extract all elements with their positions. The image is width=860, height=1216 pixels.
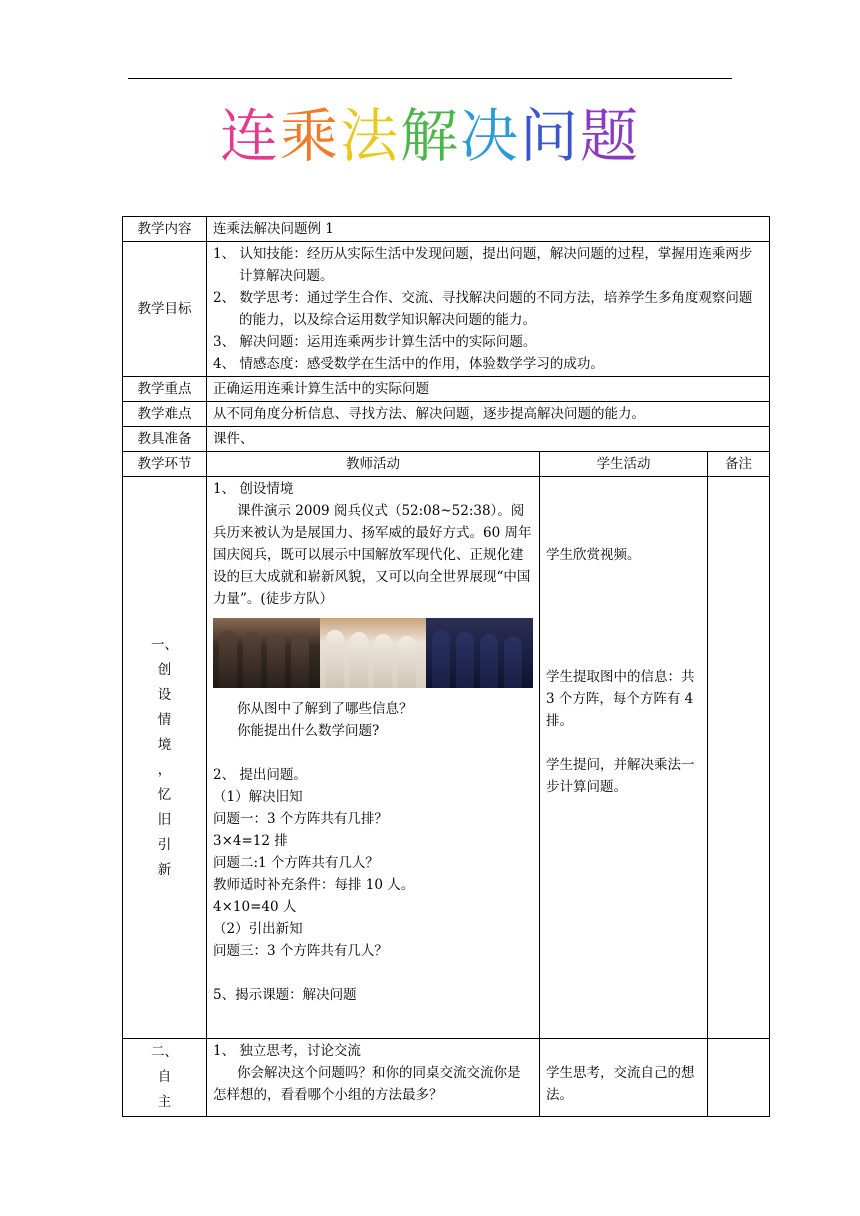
row-prep	[123, 427, 770, 452]
subsection-title: （1）解决旧知	[213, 789, 303, 805]
row-headers	[123, 452, 770, 477]
label-difficulty: 教学难点	[123, 402, 207, 427]
phase1-label	[123, 477, 207, 1039]
section-text: 课件演示 2009 阅兵仪式（52:08~52:38）。阅兵历来被认为是展国力、扬军威的最好方式。60 周年国庆阅兵，既可以展示中国解放军现代化、正规化建设的巨大成就和崭新风貌，又可以向全世界展现“中国力量”。(徒步方队）	[213, 503, 532, 607]
header-teacher: 教师活动	[207, 452, 540, 477]
row-phase2	[123, 1039, 770, 1117]
student-activity: 学生提问，并解决乘法一步计算问题。	[546, 757, 695, 795]
phase-label-char: 旧	[157, 811, 172, 828]
value-key: 正确运用连乘计算生活中的实际问题	[207, 377, 770, 402]
question: 你能提出什么数学问题?	[237, 723, 380, 739]
phase1-teacher	[207, 477, 540, 1039]
row-key	[123, 377, 770, 402]
soldier-figure	[374, 634, 392, 688]
phase-label-char: 境	[157, 736, 172, 753]
phase2-student	[540, 1039, 708, 1117]
soldier-figure	[267, 634, 285, 688]
label-prep: 教具准备	[123, 427, 207, 452]
parade-group-airforce	[426, 618, 533, 688]
subsection-title: （2）引出新知	[213, 921, 303, 937]
value-content: 连乘法解决问题例 1	[207, 217, 770, 242]
phase-label-char: 设	[157, 686, 172, 703]
student-activity: 学生思考，交流自己的想法。	[546, 1065, 695, 1103]
row-content	[123, 217, 770, 242]
student-activity: 学生欣赏视频。	[546, 547, 641, 563]
phase-label-char: 创	[157, 661, 172, 678]
soldier-figure	[456, 632, 474, 688]
soldier-figure	[243, 632, 261, 688]
soldier-figure	[291, 636, 309, 688]
goal-item: 4、 情感态度：感受数学在生活中的作用，体验数学学习的成功。	[213, 356, 604, 372]
student-activity: 学生提取图中的信息：共 3 个方阵，每个方阵有 4 排。	[546, 669, 695, 729]
question: 你从图中了解到了哪些信息？	[237, 701, 413, 717]
title-char: 乘 乘	[280, 98, 340, 174]
row-phase1	[123, 477, 770, 1039]
soldier-figure	[326, 630, 344, 688]
soldier-figure	[398, 636, 416, 688]
page-title	[220, 98, 640, 174]
title-char: 题 题	[580, 98, 640, 174]
answer: 4×10=40 人	[213, 899, 297, 915]
phase-label-char: 情	[157, 711, 172, 728]
phase-label-char: 自	[157, 1069, 172, 1085]
header-student: 学生活动	[540, 452, 708, 477]
parade-group-army	[213, 618, 320, 688]
title-char: 连 连	[220, 98, 280, 174]
section-title: 2、 提出问题。	[213, 767, 307, 783]
phase-label-char: 一、	[151, 636, 178, 653]
title-char: 解 解	[400, 98, 460, 174]
soldier-figure	[480, 634, 498, 688]
goal-item: 3、 解决问题：运用连乘两步计算生活中的实际问题。	[213, 334, 537, 350]
soldier-figure	[504, 636, 522, 688]
section-title: 1、 独立思考，讨论交流	[213, 1043, 361, 1059]
soldier-figure	[432, 630, 450, 688]
goal-item: 1、 认知技能：经历从实际生活中发现问题，提出问题，解决问题的过程，掌握用连乘两步计算解决问题。	[213, 246, 753, 284]
phase-label-char: 主	[157, 1094, 172, 1110]
soldier-figure	[219, 630, 237, 688]
phase2-teacher	[207, 1039, 540, 1117]
parade-group-navy	[320, 618, 427, 688]
phase-label-char: 新	[157, 861, 172, 878]
problem: 问题三：3 个方阵共有几人？	[213, 943, 388, 959]
condition: 教师适时补充条件：每排 10 人。	[213, 877, 415, 893]
section-title: 1、 创设情境	[213, 481, 294, 497]
row-goals	[123, 242, 770, 377]
problem: 问题一：3 个方阵共有几排？	[213, 811, 388, 827]
label-goals: 教学目标	[123, 242, 207, 377]
parade-photo	[213, 618, 533, 688]
phase2-notes	[708, 1039, 770, 1117]
label-key: 教学重点	[123, 377, 207, 402]
title-char: 法 法	[340, 98, 400, 174]
phase-label-char: ，	[157, 761, 172, 778]
goal-item: 2、 数学思考：通过学生合作、交流、寻找解决问题的不同方法，培养学生多角度观察问题的能力，以及综合运用数学知识解决问题的能力。	[213, 290, 753, 328]
header-phase: 教学环节	[123, 452, 207, 477]
phase2-label	[123, 1039, 207, 1117]
phase1-notes	[708, 477, 770, 1039]
value-difficulty: 从不同角度分析信息、寻找方法、解决问题，逐步提高解决问题的能力。	[207, 402, 770, 427]
header-rule	[128, 78, 732, 79]
answer: 3×4=12 排	[213, 833, 288, 849]
soldier-figure	[350, 632, 368, 688]
phase1-student	[540, 477, 708, 1039]
value-prep: 课件、	[207, 427, 770, 452]
title-char: 决 决	[460, 98, 520, 174]
section-title: 5、揭示课题：解决问题	[213, 987, 357, 1003]
label-content: 教学内容	[123, 217, 207, 242]
title-char: 问 问	[520, 98, 580, 174]
row-difficulty	[123, 402, 770, 427]
phase-label-char: 二、	[151, 1044, 178, 1060]
section-text: 你会解决这个问题吗？和你的同桌交流交流你是怎样想的，看看哪个小组的方法最多？	[213, 1065, 521, 1103]
title-banner	[0, 98, 860, 178]
problem: 问题二:1 个方阵共有几人？	[213, 855, 379, 871]
header-notes: 备注	[708, 452, 770, 477]
value-goals	[207, 242, 770, 377]
phase-label-char: 忆	[157, 786, 172, 803]
lesson-plan-table	[122, 216, 770, 1117]
phase-label-char: 引	[157, 836, 172, 853]
